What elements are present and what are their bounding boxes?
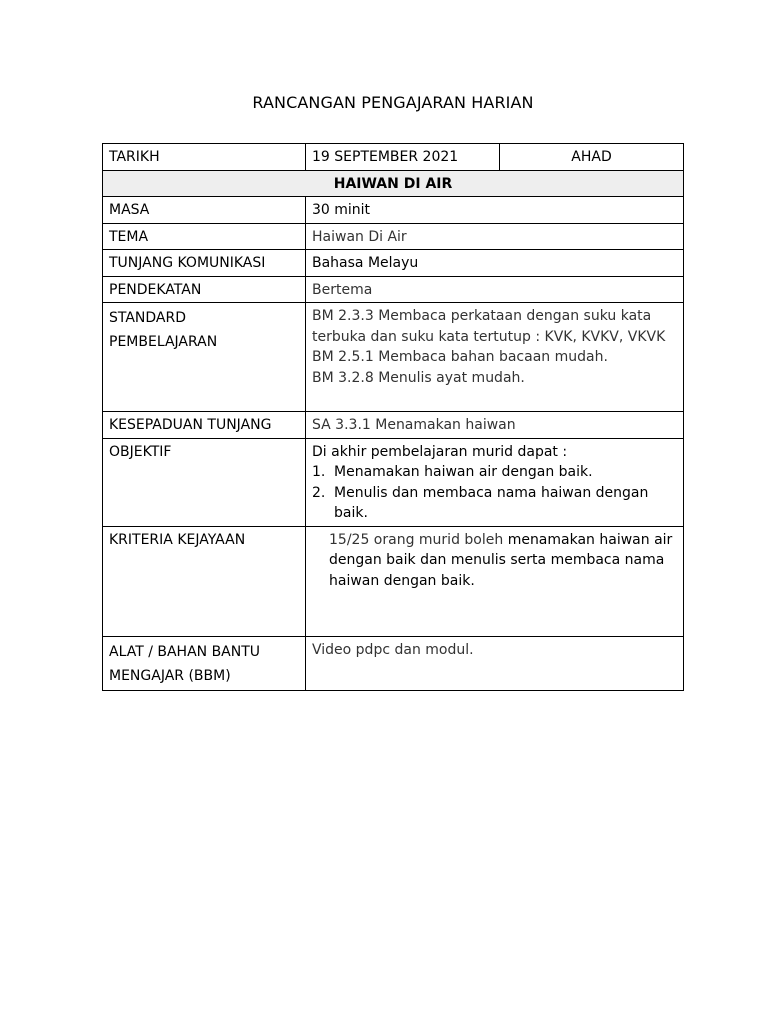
row-tema	[103, 223, 684, 250]
kriteria-label: KRITERIA KEJAYAAN	[103, 526, 306, 636]
list-item-number: 2.	[312, 484, 326, 501]
document-title: RANCANGAN PENGAJARAN HARIAN	[252, 93, 534, 112]
objektif-label: OBJEKTIF	[103, 438, 306, 526]
row-objektif	[103, 438, 684, 526]
kesepaduan-label: KESEPADUAN TUNJANG	[103, 412, 306, 439]
standard-line-3: BM 3.2.8 Menulis ayat mudah.	[312, 369, 525, 386]
kriteria-value	[306, 526, 684, 636]
list-item	[312, 462, 677, 483]
standard-value	[306, 303, 684, 412]
list-item-number: 1.	[312, 464, 326, 480]
row-tunjang	[103, 250, 684, 277]
row-section-header	[103, 170, 684, 197]
alat-label	[103, 636, 306, 690]
row-alat	[103, 636, 684, 690]
standard-line-2: BM 2.5.1 Membaca bahan bacaan mudah.	[312, 349, 608, 365]
alat-label-line2: MENGAJAR (BBM)	[109, 667, 231, 684]
standard-label	[103, 303, 306, 412]
objektif-intro: Di akhir pembelajaran murid dapat :	[312, 443, 568, 460]
tarikh-day: AHAD	[500, 144, 684, 171]
pendekatan-value: Bertema	[306, 276, 684, 303]
row-tarikh	[103, 144, 684, 171]
list-item-text: Menulis dan membaca nama haiwan dengan baik.	[334, 484, 649, 521]
kriteria-text	[312, 530, 677, 592]
row-standard	[103, 303, 684, 412]
kriteria-text-part1: 15/25 orang murid boleh	[329, 531, 508, 548]
list-item-text: Menamakan haiwan air dengan baik.	[334, 464, 593, 480]
tunjang-label: TUNJANG KOMUNIKASI	[103, 250, 306, 277]
tunjang-value: Bahasa Melayu	[306, 250, 684, 277]
alat-label-line1: ALAT / BAHAN BANTU	[109, 643, 261, 660]
alat-value: Video pdpc dan modul.	[306, 636, 684, 690]
tarikh-date: 19 SEPTEMBER 2021	[306, 144, 500, 171]
row-kesepaduan	[103, 412, 684, 439]
list-item	[312, 483, 677, 524]
kriteria-text-part2: menamakan haiwan air dengan baik dan menulis serta membaca nama haiwan dengan baik.	[329, 531, 673, 589]
standard-label-line2: PEMBELAJARAN	[109, 334, 218, 350]
objektif-value	[306, 438, 684, 526]
masa-value: 30 minit	[306, 197, 684, 224]
kesepaduan-value: SA 3.3.1 Menamakan haiwan	[306, 412, 684, 439]
row-kriteria	[103, 526, 684, 636]
tema-label: TEMA	[103, 223, 306, 250]
standard-label-line1: STANDARD	[109, 310, 187, 326]
lesson-plan-table	[102, 143, 684, 691]
tema-value: Haiwan Di Air	[306, 223, 684, 250]
section-header: HAIWAN DI AIR	[103, 170, 684, 197]
standard-line-1: BM 2.3.3 Membaca perkataan dengan suku kata terbuka dan suku kata tertutup : KVK, KVKV, VKVK	[312, 308, 666, 345]
masa-label: MASA	[103, 197, 306, 224]
tarikh-label: TARIKH	[103, 144, 306, 171]
row-masa	[103, 197, 684, 224]
pendekatan-label: PENDEKATAN	[103, 276, 306, 303]
objektif-list	[312, 462, 677, 524]
row-pendekatan	[103, 276, 684, 303]
